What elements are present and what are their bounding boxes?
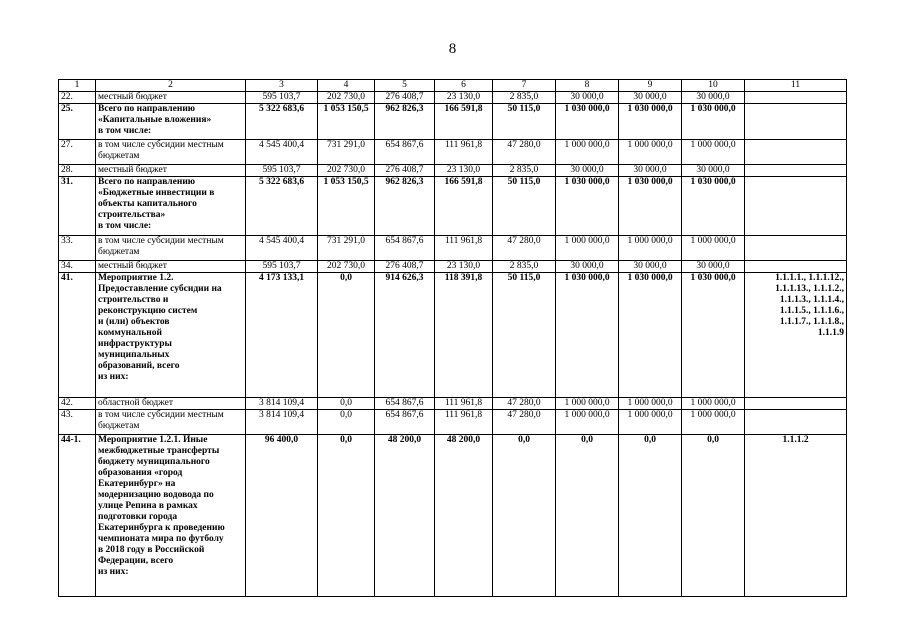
description-line: бюджету муниципального [98, 457, 210, 467]
row-number: 27. [59, 140, 96, 165]
description-line: коммунальной [98, 328, 162, 338]
value-cell: 30 000,0 [556, 165, 619, 177]
description-line: местный бюджет [98, 165, 167, 175]
table-row [59, 140, 847, 165]
value-cell: 1 000 000,0 [556, 410, 619, 435]
value-cell: 1 000 000,0 [619, 398, 682, 410]
value-cell: 1 000 000,0 [619, 410, 682, 435]
table-row [59, 261, 847, 273]
description-line: реконструкцию систем [98, 306, 198, 316]
value-cell: 1 030 000,0 [619, 273, 682, 398]
header-cell: 8 [556, 80, 619, 92]
value-cell: 4 545 400,4 [246, 140, 318, 165]
target-indicator-refs [745, 410, 847, 435]
value-cell: 1 000 000,0 [556, 236, 619, 261]
value-cell: 50 115,0 [493, 104, 556, 140]
value-cell: 1 030 000,0 [556, 104, 619, 140]
program-finance-table [58, 79, 847, 597]
description-line: строительство и [98, 295, 169, 305]
description-line: инфраструктуры [98, 339, 172, 349]
table-row [59, 398, 847, 410]
row-description [96, 273, 246, 398]
value-cell: 1 000 000,0 [682, 398, 745, 410]
row-number: 28. [59, 165, 96, 177]
description-line: чемпионата мира по футболу [98, 534, 224, 544]
value-cell: 654 867,6 [375, 236, 435, 261]
row-description [96, 177, 246, 236]
target-indicator-refs [745, 140, 847, 165]
value-cell: 0,0 [619, 435, 682, 597]
value-cell: 0,0 [318, 435, 375, 597]
value-cell: 1 030 000,0 [556, 177, 619, 236]
value-cell: 0,0 [318, 398, 375, 410]
value-cell: 276 408,7 [375, 92, 435, 104]
target-indicator-refs [745, 273, 847, 398]
row-description [96, 261, 246, 273]
row-number: 44-1. [59, 435, 96, 597]
value-cell: 2 835,0 [493, 165, 556, 177]
value-cell: 4 173 133,1 [246, 273, 318, 398]
value-cell: 0,0 [318, 273, 375, 398]
row-number: 25. [59, 104, 96, 140]
description-line: строительства» [98, 210, 166, 220]
description-line: «Бюджетные инвестиции в [98, 188, 215, 198]
description-line: и (или) объектов [98, 317, 170, 327]
value-cell: 2 835,0 [493, 92, 556, 104]
description-line: образования «город [98, 468, 183, 478]
ref-line: 1.1.1.3., 1.1.1.4., [779, 295, 844, 305]
row-description [96, 398, 246, 410]
description-line: Екатеринбурга к проведению [98, 523, 225, 533]
value-cell: 23 130,0 [435, 165, 493, 177]
value-cell: 202 730,0 [318, 165, 375, 177]
header-cell: 9 [619, 80, 682, 92]
value-cell: 914 626,3 [375, 273, 435, 398]
value-cell: 0,0 [556, 435, 619, 597]
row-number: 33. [59, 236, 96, 261]
target-indicator-refs [745, 104, 847, 140]
row-number: 42. [59, 398, 96, 410]
description-line: подготовки города [98, 512, 178, 522]
value-cell: 23 130,0 [435, 261, 493, 273]
value-cell: 1 030 000,0 [619, 177, 682, 236]
ref-line: 1.1.1.13., 1.1.1.2., [775, 284, 844, 294]
value-cell: 1 000 000,0 [619, 236, 682, 261]
value-cell: 276 408,7 [375, 261, 435, 273]
description-line: в том числе субсидии местным [98, 236, 224, 246]
value-cell: 1 000 000,0 [619, 140, 682, 165]
value-cell: 23 130,0 [435, 92, 493, 104]
value-cell: 1 053 150,5 [318, 104, 375, 140]
value-cell: 654 867,6 [375, 398, 435, 410]
value-cell: 30 000,0 [556, 92, 619, 104]
column-number-header [59, 80, 847, 92]
description-line: бюджетам [98, 421, 140, 431]
value-cell: 30 000,0 [682, 92, 745, 104]
description-line: из них: [98, 567, 129, 577]
description-line: улице Репина в рамках [98, 501, 198, 511]
description-line: бюджетам [98, 151, 140, 161]
value-cell: 30 000,0 [619, 165, 682, 177]
value-cell: 48 200,0 [435, 435, 493, 597]
value-cell: 1 000 000,0 [556, 398, 619, 410]
value-cell: 96 400,0 [246, 435, 318, 597]
value-cell: 50 115,0 [493, 177, 556, 236]
description-line: областной бюджет [98, 398, 174, 408]
value-cell: 111 961,8 [435, 140, 493, 165]
value-cell: 30 000,0 [619, 261, 682, 273]
description-line: объекты капитального [98, 199, 197, 209]
value-cell: 202 730,0 [318, 92, 375, 104]
target-indicator-refs [745, 177, 847, 236]
header-cell: 7 [493, 80, 556, 92]
value-cell: 111 961,8 [435, 236, 493, 261]
row-description [96, 104, 246, 140]
value-cell: 166 591,8 [435, 177, 493, 236]
target-indicator-refs [745, 165, 847, 177]
description-line: Мероприятие 1.2.1. Иные [98, 435, 208, 445]
table-row [59, 165, 847, 177]
description-line: муниципальных [98, 350, 170, 360]
header-cell: 5 [375, 80, 435, 92]
description-line: Екатеринбург» на [98, 479, 176, 489]
row-description [96, 92, 246, 104]
header-cell: 6 [435, 80, 493, 92]
row-number: 22. [59, 92, 96, 104]
description-line: местный бюджет [98, 92, 167, 102]
description-line: «Капитальные вложения» [98, 115, 212, 125]
value-cell: 1 000 000,0 [556, 140, 619, 165]
value-cell: 595 103,7 [246, 165, 318, 177]
description-line: Федерации, всего [98, 556, 174, 566]
target-indicator-refs [745, 261, 847, 273]
header-cell: 2 [96, 80, 246, 92]
value-cell: 1 000 000,0 [682, 140, 745, 165]
row-number: 34. [59, 261, 96, 273]
value-cell: 962 826,3 [375, 104, 435, 140]
row-description [96, 165, 246, 177]
value-cell: 166 591,8 [435, 104, 493, 140]
page-number: 8 [448, 41, 457, 57]
description-line: Всего по направлению [98, 177, 196, 187]
row-description [96, 410, 246, 435]
value-cell: 3 814 109,4 [246, 410, 318, 435]
header-cell: 3 [246, 80, 318, 92]
value-cell: 1 030 000,0 [682, 273, 745, 398]
row-description [96, 435, 246, 597]
value-cell: 3 814 109,4 [246, 398, 318, 410]
value-cell: 48 200,0 [375, 435, 435, 597]
description-line: в том числе: [98, 221, 152, 231]
row-number: 41. [59, 273, 96, 398]
description-line: Предоставление субсидии на [98, 284, 222, 294]
value-cell: 118 391,8 [435, 273, 493, 398]
table-row [59, 177, 847, 236]
value-cell: 731 291,0 [318, 140, 375, 165]
value-cell: 47 280,0 [493, 236, 556, 261]
row-number: 43. [59, 410, 96, 435]
value-cell: 731 291,0 [318, 236, 375, 261]
value-cell: 1 000 000,0 [682, 236, 745, 261]
ref-line: 1.1.1.5., 1.1.1.6., [779, 306, 844, 316]
ref-line: 1.1.1.2 [782, 435, 809, 445]
value-cell: 1 030 000,0 [682, 177, 745, 236]
description-line: образований, всего [98, 361, 180, 371]
description-line: в том числе: [98, 126, 152, 136]
value-cell: 962 826,3 [375, 177, 435, 236]
description-line: межбюджетные трансферты [98, 446, 220, 456]
table-row [59, 104, 847, 140]
value-cell: 0,0 [682, 435, 745, 597]
table-row [59, 92, 847, 104]
value-cell: 5 322 683,6 [246, 104, 318, 140]
value-cell: 0,0 [318, 410, 375, 435]
description-line: бюджетам [98, 247, 140, 257]
value-cell: 50 115,0 [493, 273, 556, 398]
value-cell: 30 000,0 [682, 165, 745, 177]
value-cell: 1 000 000,0 [682, 410, 745, 435]
description-line: модернизацию водовода по [98, 490, 214, 500]
row-description [96, 140, 246, 165]
header-cell: 11 [745, 80, 847, 92]
value-cell: 47 280,0 [493, 410, 556, 435]
value-cell: 30 000,0 [682, 261, 745, 273]
value-cell: 595 103,7 [246, 92, 318, 104]
row-number: 31. [59, 177, 96, 236]
value-cell: 654 867,6 [375, 410, 435, 435]
value-cell: 1 053 150,5 [318, 177, 375, 236]
value-cell: 2 835,0 [493, 261, 556, 273]
description-line: местный бюджет [98, 261, 167, 271]
description-line: Мероприятие 1.2. [98, 273, 174, 283]
value-cell: 654 867,6 [375, 140, 435, 165]
value-cell: 111 961,8 [435, 410, 493, 435]
header-cell: 4 [318, 80, 375, 92]
header-cell: 1 [59, 80, 96, 92]
target-indicator-refs [745, 236, 847, 261]
value-cell: 47 280,0 [493, 398, 556, 410]
value-cell: 595 103,7 [246, 261, 318, 273]
value-cell: 0,0 [493, 435, 556, 597]
description-line: в 2018 году в Российской [98, 545, 205, 555]
ref-line: 1.1.1.9 [817, 328, 844, 338]
ref-line: 1.1.1.1., 1.1.1.12., [775, 273, 844, 283]
value-cell: 111 961,8 [435, 398, 493, 410]
value-cell: 47 280,0 [493, 140, 556, 165]
value-cell: 1 030 000,0 [619, 104, 682, 140]
value-cell: 276 408,7 [375, 165, 435, 177]
table-row [59, 273, 847, 398]
value-cell: 5 322 683,6 [246, 177, 318, 236]
value-cell: 4 545 400,4 [246, 236, 318, 261]
table-row [59, 410, 847, 435]
value-cell: 202 730,0 [318, 261, 375, 273]
value-cell: 30 000,0 [619, 92, 682, 104]
value-cell: 30 000,0 [556, 261, 619, 273]
row-description [96, 236, 246, 261]
header-cell: 10 [682, 80, 745, 92]
description-line: Всего по направлению [98, 104, 196, 114]
table-row [59, 435, 847, 597]
description-line: в том числе субсидии местным [98, 410, 224, 420]
value-cell: 1 030 000,0 [556, 273, 619, 398]
description-line: в том числе субсидии местным [98, 140, 224, 150]
target-indicator-refs [745, 435, 847, 597]
target-indicator-refs [745, 398, 847, 410]
table-row [59, 236, 847, 261]
value-cell: 1 030 000,0 [682, 104, 745, 140]
description-line: из них: [98, 372, 129, 382]
target-indicator-refs [745, 92, 847, 104]
ref-line: 1.1.1.7., 1.1.1.8., [779, 317, 844, 327]
